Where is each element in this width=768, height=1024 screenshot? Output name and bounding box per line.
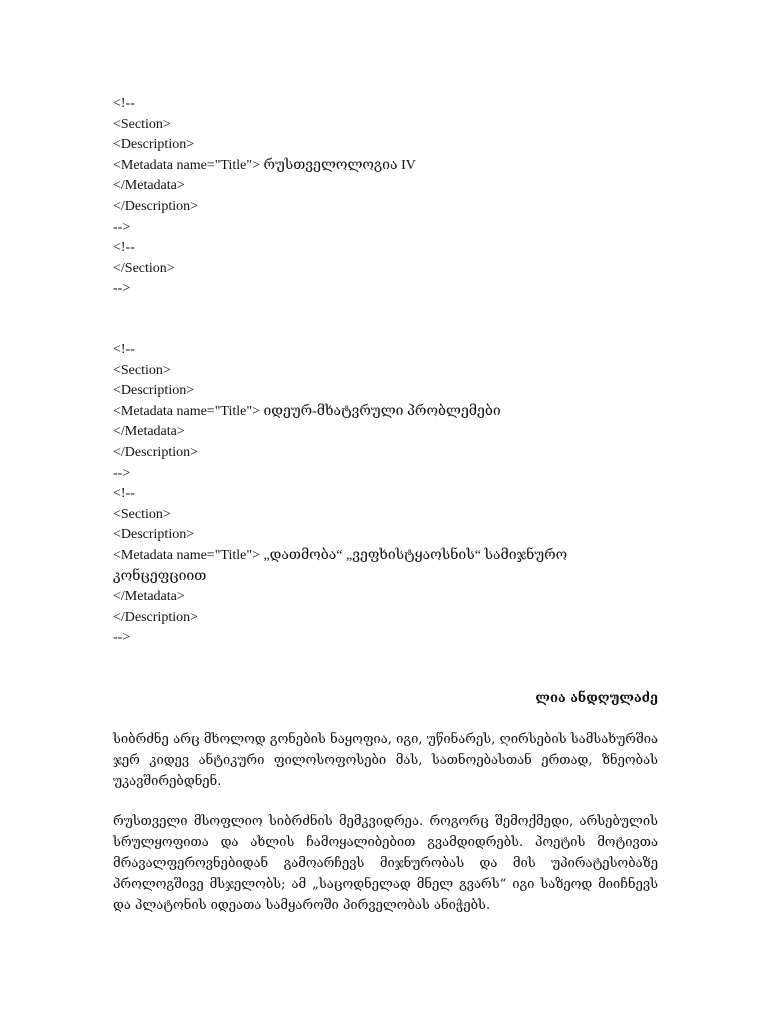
code-line: <Description> [113, 383, 195, 399]
code-line: --> [113, 465, 131, 481]
author-name: ლია ანდღულაძე [535, 691, 658, 706]
code-line: </Metadata> [113, 589, 185, 605]
code-line: <!-- [113, 342, 135, 357]
body-paragraph: სიბრძნე არც მხოლოდ გონების ნაყოფია, იგი, უწინარეს, ღირსების სამსახურშია ჯერ კიდევ ანტიკური ფილოსოფოსები მას, სათნოებასთან ერთად, ზნეობას უკავშირებდნენ. [113, 732, 658, 789]
code-line: </Section> [113, 260, 175, 276]
code-line: </Metadata> [113, 424, 185, 440]
code-line: <Section> [113, 116, 171, 132]
code-line: <Description> [113, 137, 195, 153]
code-line: <Metadata name="Title"> „დათმობა“ „ვეფხისტყაოსნის“ სამიჯნურო კონცეფციით [113, 547, 568, 584]
code-line: <!-- [113, 240, 135, 256]
code-line: </Description> [113, 444, 198, 460]
code-line: <!-- [113, 96, 135, 111]
code-line: </Metadata> [113, 178, 185, 194]
body-paragraph: რუსთველი მსოფლიო სიბრძნის მემკვიდრეა. როგორც შემოქმედი, არსებულის სრულყოფითა და ახლის ჩამოყალიბებით გვამდიდრებს. პოეტის მოტივთა მრავალფეროვნებიდან გამოარჩევს მიჯნურობას და მის უპირატესობაზე პროლოგშივე მსჯელობს; ამ „საცოდნელად მნელ გვარს“ იგი საზეოდ მიიჩნევს და პლატონის იდეათა სამყაროში პირველობას ანიჭებს. [113, 814, 658, 913]
code-line: <Section> [113, 362, 171, 378]
code-line: <!-- [113, 486, 135, 502]
code-line: <Section> [113, 506, 171, 522]
code-line: </Description> [113, 609, 198, 625]
code-line: --> [113, 219, 131, 235]
code-line: --> [113, 630, 131, 646]
code-line: <Description> [113, 527, 195, 543]
code-line: <Metadata name="Title"> რუსთველოლოგია IV [113, 157, 416, 173]
metadata-block-rustvelology [113, 94, 658, 300]
code-line: </Description> [113, 198, 198, 214]
metadata-block-problems [113, 340, 658, 649]
code-line: --> [113, 281, 131, 297]
code-line: <Metadata name="Title"> იდეურ-მხატვრული პრობლემები [113, 403, 501, 419]
